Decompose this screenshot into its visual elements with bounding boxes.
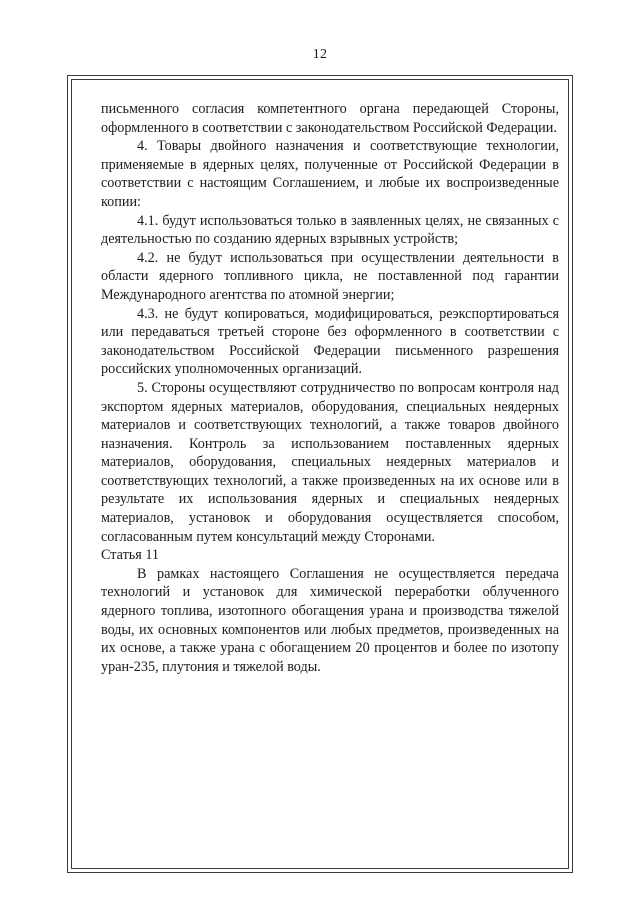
article-11-paragraph: В рамках настоящего Соглашения не осуществляется передача технологий и установок для химической переработки облученного ядерного топлива, изотопного обогащения урана и производства тяжелой воды, их основных компонентов или любых предметов, произведенных на их основе, а также урана с обогащением 20 процентов и более по изотопу уран-235, плутония и тяжелой воды. [101,565,559,675]
paragraph-item-4-3: 4.3. не будут копироваться, модифицироваться, реэкспортироваться или передаваться третьей стороне без оформленного в соответствии с законодательством Российской Федерации письменного разрешения российских уполномоченных организаций. [101,305,559,378]
paragraph-item-4-2: 4.2. не будут использоваться при осуществлении деятельности в области ядерного топливного цикла, не поставленной под гарантии Международного агентства по атомной энергии; [101,249,559,303]
page-number: 12 [312,47,328,62]
document-body [101,100,559,676]
paragraph-item-5: 5. Стороны осуществляют сотрудничество по вопросам контроля над экспортом ядерных материалов, оборудования, специальных неядерных материалов и соответствующих технологий, а также товаров двойного назначения. Контроль за использованием поставленных ядерных материалов, оборудования, специальных неядерных материалов и соответствующих технологий, а также произведенных на их основе или в результате их использования ядерных и специальных неядерных материалов, установок и оборудования осуществляется способом, согласованным путем консультаций между Сторонами. [101,379,559,545]
paragraph-continuation: письменного согласия компетентного органа передающей Стороны, оформленного в соответствии с законодательством Российской Федерации. [101,101,559,136]
paragraph-item-4-1: 4.1. будут использоваться только в заявленных целях, не связанных с деятельностью по созданию ядерных взрывных устройств; [101,212,559,248]
paragraph-item-4: 4. Товары двойного назначения и соответствующие технологии, применяемые в ядерных целях, полученные от Российской Федерации в соответствии с настоящим Соглашением, и любые их воспроизведенные копии: [101,138,559,210]
article-heading: Статья 11 [101,547,159,564]
